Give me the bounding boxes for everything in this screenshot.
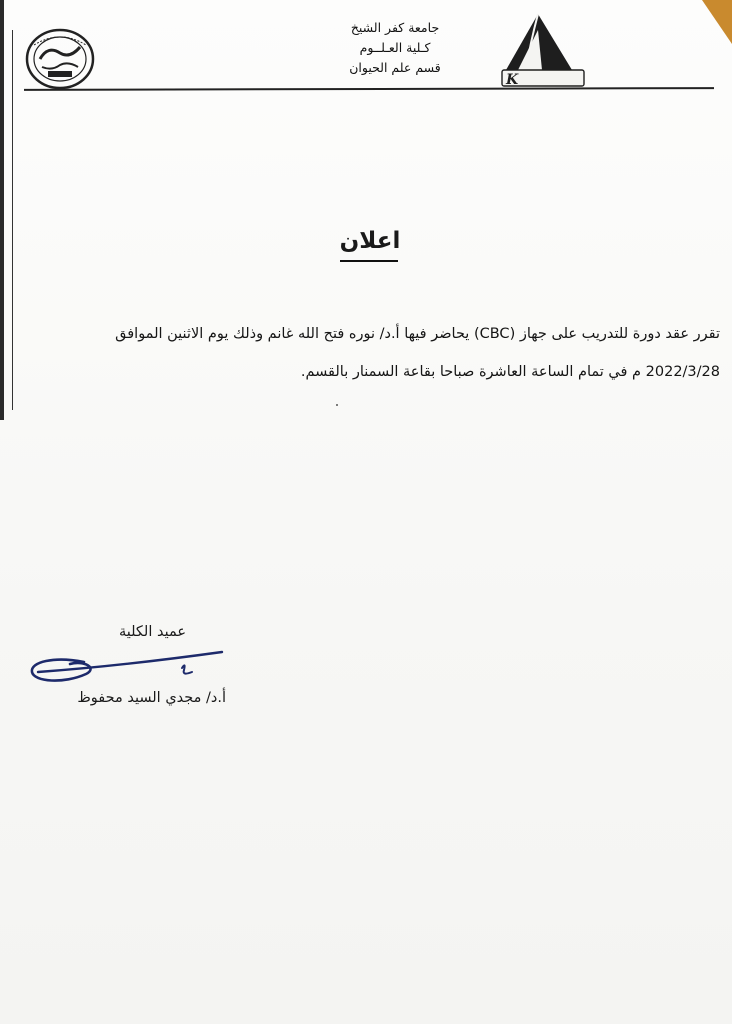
signatory-role: عميد الكلية	[118, 624, 186, 640]
header-divider	[24, 87, 714, 91]
body-line-2: 2022/3/28 م في تمام الساعة العاشرة صباحا بقاعة السمنار بالقسم.	[300, 364, 720, 380]
faculty-name: كـلية العـلــوم	[359, 40, 431, 55]
signatory-name: أ.د/ مجدي السيد محفوظ	[77, 690, 226, 706]
body-line-1: تقرر عقد دورة للتدريب على جهاز (CBC) يحاضر فيها أ.د/ نوره فتح الله غانم وذلك يوم الاثنين الموافق	[115, 326, 720, 342]
announcement-title: اعلان	[339, 228, 401, 254]
university-logo	[498, 10, 586, 90]
department-name: قسم علم الحيوان	[349, 60, 441, 75]
page-left-shadow	[0, 0, 4, 420]
page-border-left	[12, 30, 13, 410]
page-corner	[702, 0, 732, 44]
svg-text:K: K	[506, 72, 519, 88]
header-block	[330, 18, 460, 78]
university-name: جامعة كفر الشيخ	[350, 20, 440, 35]
faculty-seal-logo	[24, 27, 96, 91]
stray-mark	[336, 404, 338, 406]
title-underline	[340, 260, 398, 262]
